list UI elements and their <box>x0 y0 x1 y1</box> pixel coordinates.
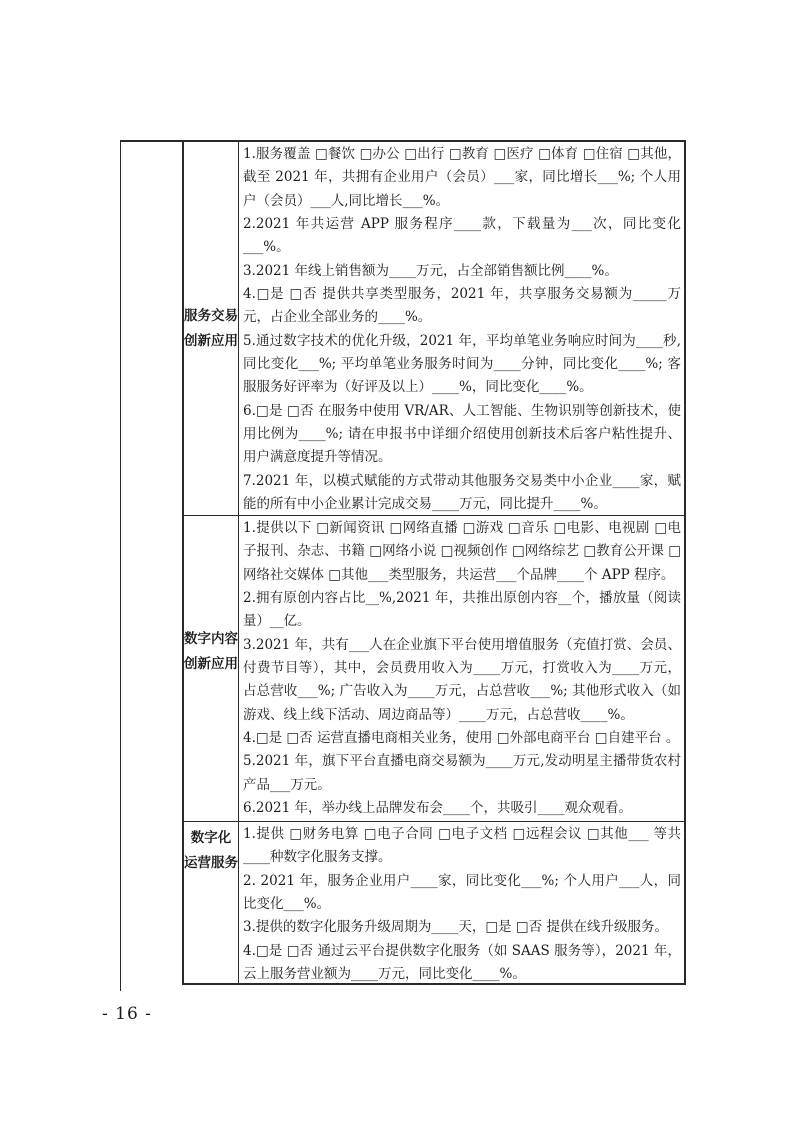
row-content <box>239 822 684 983</box>
form-item: 4.□是 □否 运营直播电商相关业务，使用 □外部电商平台 □自建平台 。 <box>243 730 680 747</box>
row-label-digital-operation <box>184 822 239 983</box>
form-item: 2.拥有原创内容占比__%,2021 年，共推出原创内容__个，播放量（阅读量）__亿。 <box>243 590 681 630</box>
form-item: 1.提供以下 □新闻资讯 □网络直播 □游戏 □音乐 □电影、电视剧 □电子报刊、杂志、书籍 □网络小说 □视频创作 □网络综艺 □教育公开课 □网络社交媒体 □其他___类型服务，共运营___个品牌____个 APP 程序。 <box>243 520 681 583</box>
row-label-digital-content <box>184 516 239 821</box>
table-row-digital-content <box>184 516 684 822</box>
form-item: 6.2021 年，举办线上品牌发布会____个，共吸引____观众观看。 <box>243 800 633 817</box>
page-number: - 16 - <box>102 1004 152 1024</box>
row-label-line: 服务交易 <box>184 307 238 324</box>
form-item: 7.2021 年，以模式赋能的方式带动其他服务交易类中小企业____家，赋能的所有中小企业累计完成交易____万元，同比提升____%。 <box>243 472 681 513</box>
row-label-line: 运营服务 <box>184 855 238 871</box>
form-item: 5.通过数字技术的优化升级，2021 年，平均单笔业务响应时间为____秒,同比变化___%; 平均单笔业务服务时间为____分钟，同比变化____%; 客服服务好评率为（好评及以上）____%，同比变化____%。 <box>243 332 681 396</box>
row-content <box>239 142 684 515</box>
form-item: 3.2021 年线上销售额为____万元，占全部销售额比例____%。 <box>243 262 618 279</box>
row-label-line: 数字化 <box>190 830 232 846</box>
form-item: 4.□是 □否 通过云平台提供数字化服务（如 SAAS 服务等），2021 年，云上服务营业额为____万元，同比变化____%。 <box>243 942 681 983</box>
form-table <box>182 140 686 985</box>
row-label-line: 创新应用 <box>184 655 238 672</box>
row-content <box>239 516 684 821</box>
table-row-service-transaction <box>184 142 684 516</box>
table-row-digital-operation <box>184 822 684 983</box>
form-item <box>243 820 681 821</box>
row-label-line: 数字内容 <box>184 630 238 647</box>
row-label-line: 创新应用 <box>184 332 238 349</box>
form-item: 6.□是 □否 在服务中使用 VR/AR、人工智能、生物识别等创新技术，使用比例为____%; 请在申报书中详细介绍使用创新技术后客户粘性提升、用户满意度提升等情况。 <box>243 402 681 466</box>
form-item: 3.提供的数字化服务升级周期为____天，□是 □否 提供在线升级服务。 <box>243 919 668 936</box>
row-label-service-transaction <box>184 142 239 515</box>
table-empty-left-cell <box>120 140 182 991</box>
form-item: 1.提供 □财务电算 □电子合同 □电子文档 □远程会议 □其他___ 等共____种数字化服务支撑。 <box>243 826 681 866</box>
form-item: 3.2021 年，共有___人在企业旗下平台使用增值服务（充值打赏、会员、付费节目等），其中，会员费用收入为____万元，打赏收入为____万元，占总营收___%; 广告收入为____万元，占总营收___%; 其他形式收入（如游戏、线上线下活动、周边商品等）____万元，占总营收____%。 <box>243 636 681 723</box>
form-item: 5.2021 年，旗下平台直播电商交易额为____万元,发动明星主播带货农村产品___万元。 <box>243 753 681 793</box>
form-item: 2.2021 年共运营 APP 服务程序____款，下载量为___次，同比变化___%。 <box>243 216 681 256</box>
form-item: 2. 2021 年，服务企业用户____家，同比变化___%; 个人用户___人，同比变化___%。 <box>243 872 681 913</box>
form-item: 4.□是 □否 提供共享类型服务，2021 年，共享服务交易额为_____万元，占企业全部业务的____%。 <box>243 286 681 326</box>
form-item: 1.服务覆盖 □餐饮 □办公 □出行 □教育 □医疗 □体育 □住宿 □其他，截至 2021 年，共拥有企业用户（会员）___家，同比增长___%; 个人用户（会员）___人,同比增长___%。 <box>243 146 681 209</box>
